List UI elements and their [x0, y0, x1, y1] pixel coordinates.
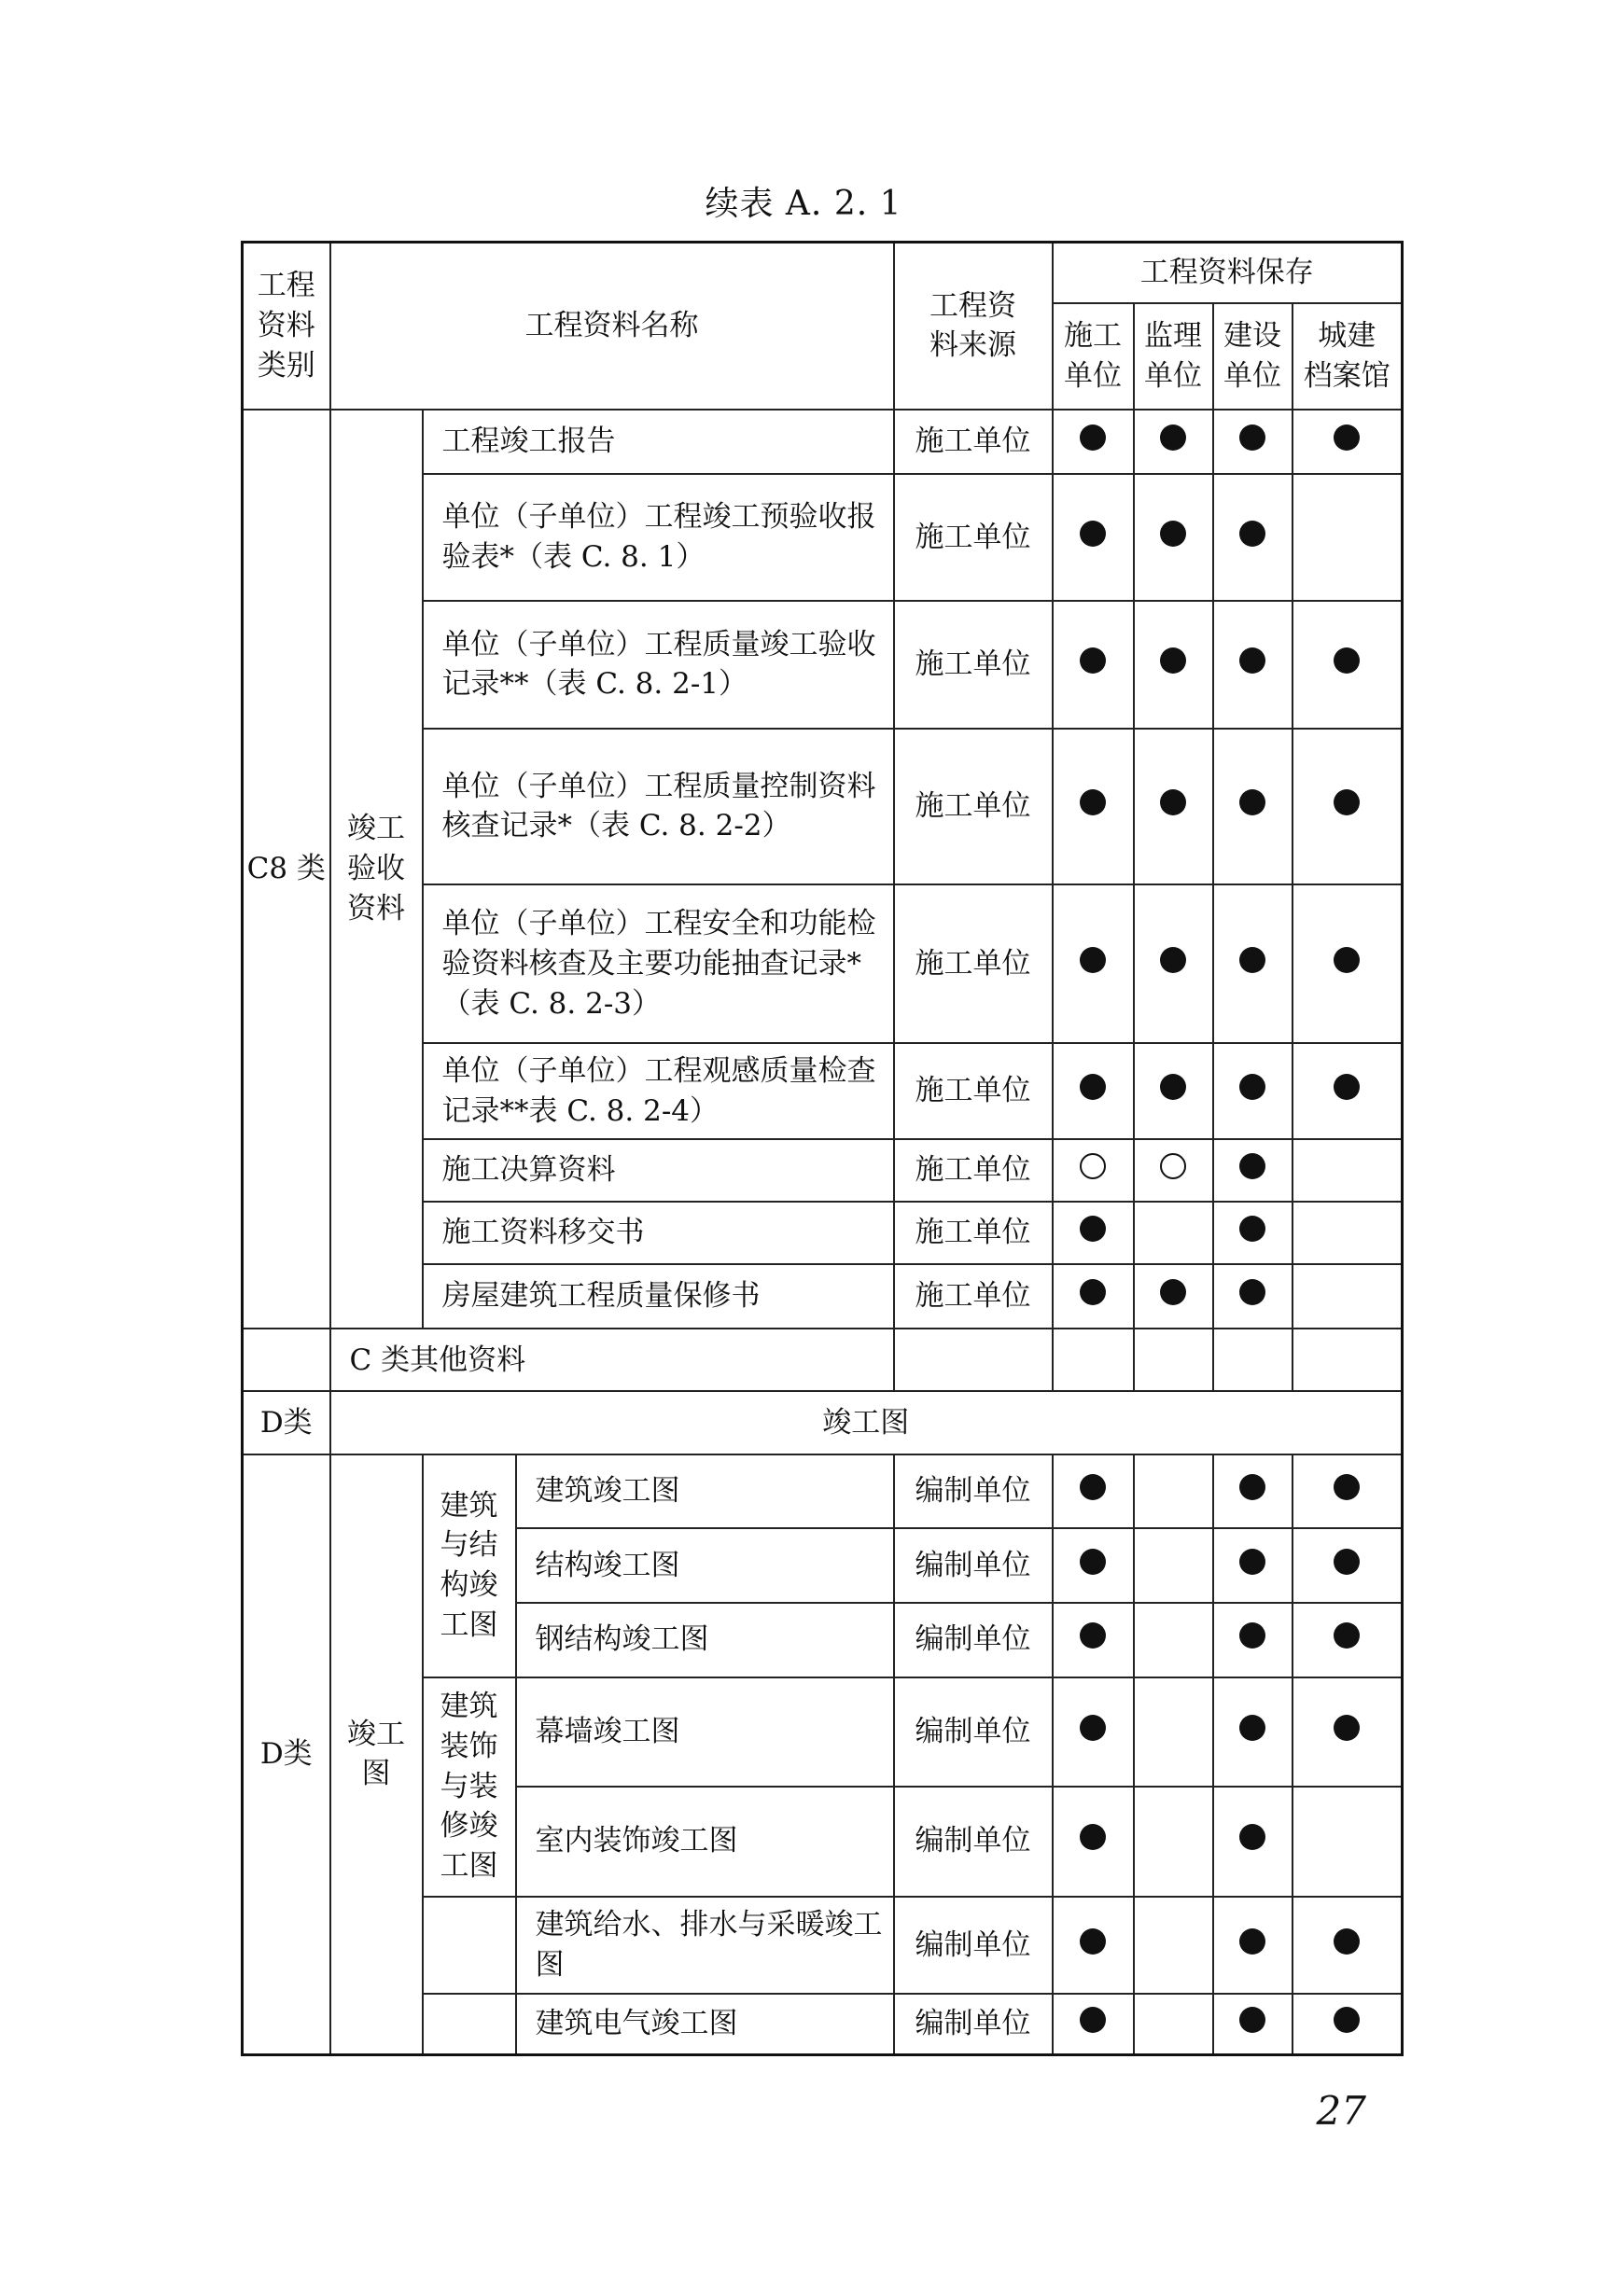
filled-circle-icon	[1080, 1216, 1106, 1242]
empty-cell	[1053, 1329, 1134, 1391]
filled-circle-icon	[1239, 2007, 1265, 2033]
mark-cell-developer	[1213, 884, 1293, 1043]
item-name: 单位（子单位）工程竣工预验收报验表*（表 C. 8. 1）	[423, 474, 894, 601]
item-name: 单位（子单位）工程安全和功能检验资料核查及主要功能抽查记录*（表 C. 8. 2-3）	[423, 884, 894, 1043]
item-source: 施工单位	[894, 884, 1053, 1043]
empty-cell	[1213, 1329, 1293, 1391]
mark-cell-developer	[1213, 1043, 1293, 1139]
table-row	[243, 410, 1403, 474]
header-name: 工程资料名称	[330, 243, 894, 410]
mark-cell-construction	[1053, 1264, 1134, 1329]
filled-circle-icon	[1334, 1074, 1360, 1100]
item-name: 工程竣工报告	[423, 410, 894, 474]
c8-group: 竣工 验收 资料	[330, 410, 423, 1329]
filled-circle-icon	[1334, 647, 1360, 674]
mark-cell-developer	[1213, 1264, 1293, 1329]
filled-circle-icon	[1080, 521, 1106, 547]
empty-cell	[894, 1329, 1053, 1391]
mark-cell-archive	[1293, 1677, 1403, 1787]
filled-circle-icon	[1239, 1549, 1265, 1575]
item-name: 施工决算资料	[423, 1139, 894, 1202]
filled-circle-icon	[1080, 789, 1106, 815]
item-name: 建筑给水、排水与采暖竣工图	[516, 1897, 894, 1995]
mark-cell-archive	[1293, 1202, 1403, 1264]
item-source: 施工单位	[894, 1043, 1053, 1139]
mark-cell-supervision	[1134, 1139, 1213, 1202]
filled-circle-icon	[1239, 1715, 1265, 1741]
filled-circle-icon	[1239, 947, 1265, 973]
filled-circle-icon	[1334, 1549, 1360, 1575]
mark-cell-developer	[1213, 1528, 1293, 1603]
mark-cell-archive	[1293, 1603, 1403, 1677]
item-source: 编制单位	[894, 1528, 1053, 1603]
filled-circle-icon	[1160, 789, 1186, 815]
empty-cell	[1293, 1329, 1403, 1391]
mark-cell-developer	[1213, 1603, 1293, 1677]
mark-cell-archive	[1293, 1043, 1403, 1139]
header-construction-unit: 施工 单位	[1053, 303, 1134, 410]
mark-cell-developer	[1213, 1897, 1293, 1995]
filled-circle-icon	[1080, 1715, 1106, 1741]
filled-circle-icon	[1239, 521, 1265, 547]
filled-circle-icon	[1239, 647, 1265, 674]
filled-circle-icon	[1160, 521, 1186, 547]
item-source: 施工单位	[894, 1202, 1053, 1264]
filled-circle-icon	[1160, 647, 1186, 674]
mark-cell-archive	[1293, 601, 1403, 728]
mark-cell-supervision	[1134, 601, 1213, 728]
item-name: 钢结构竣工图	[516, 1603, 894, 1677]
item-source: 编制单位	[894, 1603, 1053, 1677]
empty-cell	[243, 1329, 330, 1391]
filled-circle-icon	[1080, 647, 1106, 674]
mark-cell-construction	[1053, 1677, 1134, 1787]
filled-circle-icon	[1160, 947, 1186, 973]
filled-circle-icon	[1239, 1824, 1265, 1850]
mark-cell-archive	[1293, 1454, 1403, 1529]
mark-cell-construction	[1053, 1202, 1134, 1264]
mark-cell-developer	[1213, 1787, 1293, 1896]
mark-cell-construction	[1053, 1139, 1134, 1202]
mark-cell-archive	[1293, 1994, 1403, 2054]
item-name: 建筑竣工图	[516, 1454, 894, 1529]
mark-cell-supervision	[1134, 1677, 1213, 1787]
item-source: 施工单位	[894, 474, 1053, 601]
filled-circle-icon	[1239, 1622, 1265, 1649]
mark-cell-supervision	[1134, 1454, 1213, 1529]
item-source: 施工单位	[894, 601, 1053, 728]
mark-cell-supervision	[1134, 729, 1213, 885]
item-name: 单位（子单位）工程质量竣工验收记录**（表 C. 8. 2-1）	[423, 601, 894, 728]
filled-circle-icon	[1334, 1474, 1360, 1500]
mark-cell-construction	[1053, 884, 1134, 1043]
mark-cell-developer	[1213, 1202, 1293, 1264]
mark-cell-developer	[1213, 1139, 1293, 1202]
c-other-label: C 类其他资料	[330, 1329, 894, 1391]
mark-cell-developer	[1213, 729, 1293, 885]
item-source: 施工单位	[894, 729, 1053, 885]
mark-cell-construction	[1053, 474, 1134, 601]
table-row	[243, 1391, 1403, 1454]
item-source: 施工单位	[894, 1139, 1053, 1202]
filled-circle-icon	[1239, 424, 1265, 451]
item-name: 单位（子单位）工程质量控制资料核查记录*（表 C. 8. 2-2）	[423, 729, 894, 885]
mark-cell-archive	[1293, 1528, 1403, 1603]
mark-cell-supervision	[1134, 410, 1213, 474]
d-header-category: D类	[243, 1391, 330, 1454]
mark-cell-supervision	[1134, 1528, 1213, 1603]
filled-circle-icon	[1080, 2007, 1106, 2033]
mark-cell-supervision	[1134, 1202, 1213, 1264]
mark-cell-supervision	[1134, 1264, 1213, 1329]
item-source: 编制单位	[894, 1897, 1053, 1995]
mark-cell-developer	[1213, 410, 1293, 474]
table-caption: 续表 A. 2. 1	[705, 185, 902, 223]
filled-circle-icon	[1080, 1074, 1106, 1100]
filled-circle-icon	[1160, 1074, 1186, 1100]
filled-circle-icon	[1080, 947, 1106, 973]
filled-circle-icon	[1080, 424, 1106, 451]
mark-cell-supervision	[1134, 884, 1213, 1043]
mark-cell-construction	[1053, 1528, 1134, 1603]
filled-circle-icon	[1080, 1474, 1106, 1500]
mark-cell-archive	[1293, 1787, 1403, 1896]
item-source: 施工单位	[894, 1264, 1053, 1329]
mark-cell-developer	[1213, 1677, 1293, 1787]
filled-circle-icon	[1080, 1549, 1106, 1575]
item-source: 编制单位	[894, 1994, 1053, 2054]
filled-circle-icon	[1334, 1928, 1360, 1955]
filled-circle-icon	[1334, 1715, 1360, 1741]
header-supervision-unit: 监理 单位	[1134, 303, 1213, 410]
mark-cell-supervision	[1134, 1043, 1213, 1139]
header-developer-unit: 建设 单位	[1213, 303, 1293, 410]
filled-circle-icon	[1334, 2007, 1360, 2033]
mark-cell-archive	[1293, 729, 1403, 885]
item-name: 单位（子单位）工程观感质量检查记录**表 C. 8. 2-4）	[423, 1043, 894, 1139]
item-name: 施工资料移交书	[423, 1202, 894, 1264]
filled-circle-icon	[1334, 789, 1360, 815]
filled-circle-icon	[1239, 789, 1265, 815]
mark-cell-construction	[1053, 1897, 1134, 1995]
mark-cell-construction	[1053, 1603, 1134, 1677]
mark-cell-archive	[1293, 1139, 1403, 1202]
item-source: 编制单位	[894, 1677, 1053, 1787]
archive-table	[241, 241, 1404, 2056]
hollow-circle-icon	[1160, 1153, 1186, 1179]
header-source: 工程资 料来源	[894, 243, 1053, 410]
filled-circle-icon	[1080, 1279, 1106, 1305]
item-name: 结构竣工图	[516, 1528, 894, 1603]
empty-cell	[423, 1994, 516, 2054]
mark-cell-developer	[1213, 1454, 1293, 1529]
d-category: D类	[243, 1454, 330, 2055]
filled-circle-icon	[1334, 947, 1360, 973]
mark-cell-archive	[1293, 410, 1403, 474]
mark-cell-archive	[1293, 1264, 1403, 1329]
mark-cell-construction	[1053, 410, 1134, 474]
mark-cell-supervision	[1134, 1603, 1213, 1677]
hollow-circle-icon	[1080, 1153, 1106, 1179]
filled-circle-icon	[1239, 1216, 1265, 1242]
header-storage: 工程资料保存	[1053, 243, 1403, 303]
mark-cell-archive	[1293, 884, 1403, 1043]
filled-circle-icon	[1080, 1824, 1106, 1850]
filled-circle-icon	[1160, 424, 1186, 451]
filled-circle-icon	[1239, 1928, 1265, 1955]
item-source: 编制单位	[894, 1787, 1053, 1896]
filled-circle-icon	[1334, 1622, 1360, 1649]
c8-category: C8 类	[243, 410, 330, 1329]
mark-cell-supervision	[1134, 474, 1213, 601]
table-row	[243, 1454, 1403, 1529]
mark-cell-archive	[1293, 474, 1403, 601]
d-header-title: 竣工图	[330, 1391, 1403, 1454]
mark-cell-developer	[1213, 601, 1293, 728]
item-name: 室内装饰竣工图	[516, 1787, 894, 1896]
filled-circle-icon	[1160, 1279, 1186, 1305]
mark-cell-archive	[1293, 1897, 1403, 1995]
d-group: 竣工 图	[330, 1454, 423, 2055]
filled-circle-icon	[1334, 424, 1360, 451]
mark-cell-construction	[1053, 601, 1134, 728]
filled-circle-icon	[1239, 1474, 1265, 1500]
item-name: 房屋建筑工程质量保修书	[423, 1264, 894, 1329]
mark-cell-construction	[1053, 1994, 1134, 2054]
item-name: 幕墙竣工图	[516, 1677, 894, 1787]
mark-cell-supervision	[1134, 1994, 1213, 2054]
mark-cell-supervision	[1134, 1897, 1213, 1995]
item-name: 建筑电气竣工图	[516, 1994, 894, 2054]
mark-cell-construction	[1053, 1043, 1134, 1139]
d-subgroup-structure: 建筑 与结 构竣 工图	[423, 1454, 516, 1677]
mark-cell-developer	[1213, 474, 1293, 601]
filled-circle-icon	[1080, 1928, 1106, 1955]
page-number: 27	[1316, 2088, 1366, 2134]
header-category: 工程 资料 类别	[243, 243, 330, 410]
mark-cell-construction	[1053, 1454, 1134, 1529]
mark-cell-construction	[1053, 729, 1134, 885]
filled-circle-icon	[1239, 1279, 1265, 1305]
mark-cell-supervision	[1134, 1787, 1213, 1896]
empty-cell	[1134, 1329, 1213, 1391]
item-source: 施工单位	[894, 410, 1053, 474]
filled-circle-icon	[1239, 1153, 1265, 1179]
empty-cell	[423, 1897, 516, 1995]
d-subgroup-decoration: 建筑 装饰 与装 修竣 工图	[423, 1677, 516, 1897]
header-archive: 城建 档案馆	[1293, 303, 1403, 410]
mark-cell-developer	[1213, 1994, 1293, 2054]
table-row	[243, 1329, 1403, 1391]
filled-circle-icon	[1080, 1622, 1106, 1649]
mark-cell-construction	[1053, 1787, 1134, 1896]
item-source: 编制单位	[894, 1454, 1053, 1529]
filled-circle-icon	[1239, 1074, 1265, 1100]
